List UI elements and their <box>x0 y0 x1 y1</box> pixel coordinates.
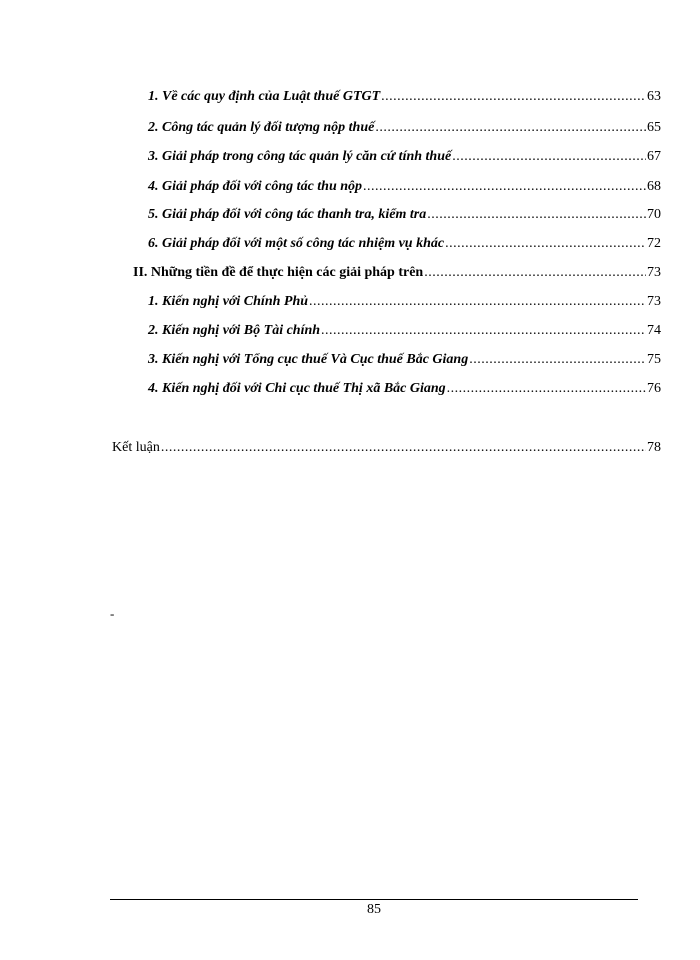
toc-leader-dots <box>447 380 646 398</box>
toc-entry[interactable] <box>148 178 661 196</box>
toc-entry-title: 4. Giải pháp đối với công tác thu nộp <box>148 179 363 194</box>
toc-entry-page: 74 <box>647 323 661 338</box>
toc-leader-dots <box>363 178 646 196</box>
toc-leader-dots <box>375 119 646 137</box>
toc-entry[interactable] <box>133 264 661 282</box>
toc-entry[interactable] <box>112 439 661 457</box>
toc-entry[interactable] <box>148 293 661 311</box>
toc-entry-page: 65 <box>647 120 661 135</box>
toc-entry-page: 76 <box>647 381 661 396</box>
toc-entry-page: 73 <box>647 265 661 280</box>
toc-entry[interactable] <box>148 148 661 166</box>
toc-entry[interactable] <box>148 235 661 253</box>
toc-leader-dots <box>321 322 646 340</box>
page-number: 85 <box>367 902 381 917</box>
toc-entry[interactable] <box>148 119 661 137</box>
toc-entry-page: 63 <box>647 89 661 104</box>
toc-entry-page: 68 <box>647 179 661 194</box>
toc-leader-dots <box>309 293 646 311</box>
toc-entry-page: 75 <box>647 352 661 367</box>
toc-entry-page: 78 <box>647 440 661 455</box>
toc-leader-dots <box>452 148 646 166</box>
toc-leader-dots <box>469 351 646 369</box>
footer-divider <box>110 899 638 900</box>
toc-entry-title: 4. Kiến nghị đối với Chi cục thuế Thị xã Bắc Giang <box>148 381 446 396</box>
toc-entry[interactable] <box>148 380 661 398</box>
toc-entry-title: 5. Giải pháp đối với công tác thanh tra, kiểm tra <box>148 207 427 222</box>
toc-entry-title: 6. Giải pháp đối với một số công tác nhiệm vụ khác <box>148 236 445 251</box>
toc-entry-title: 1. Kiến nghị với Chính Phủ <box>148 294 309 309</box>
toc-entry-title: II. Những tiền đề để thực hiện các giải pháp trên <box>133 265 424 280</box>
toc-entry-title: 3. Kiến nghị với Tổng cục thuế Và Cục thuế Bắc Giang <box>148 352 469 367</box>
toc-entry[interactable] <box>148 351 661 369</box>
toc-entry-title: 1. Về các quy định của Luật thuế GTGT <box>148 89 381 104</box>
stray-mark: - <box>110 606 115 621</box>
toc-leader-dots <box>427 206 646 224</box>
toc-entry-title: Kết luận <box>112 440 160 455</box>
toc-entry-title: 2. Kiến nghị với Bộ Tài chính <box>148 323 321 338</box>
toc-entry[interactable] <box>148 322 661 340</box>
toc-leader-dots <box>161 439 646 457</box>
toc-leader-dots <box>424 264 646 282</box>
toc-entry-page: 72 <box>647 236 661 251</box>
toc-entry[interactable] <box>148 206 661 224</box>
toc-entry-page: 73 <box>647 294 661 309</box>
toc-leader-dots <box>381 88 646 106</box>
toc-entry-title: 3. Giải pháp trong công tác quản lý căn cứ tính thuế <box>148 149 452 164</box>
toc-entry-page: 67 <box>647 149 661 164</box>
toc-leader-dots <box>445 235 646 253</box>
toc-entry-title: 2. Công tác quản lý đối tượng nộp thuế <box>148 120 375 135</box>
toc-entry-page: 70 <box>647 207 661 222</box>
toc-entry[interactable] <box>148 88 661 106</box>
